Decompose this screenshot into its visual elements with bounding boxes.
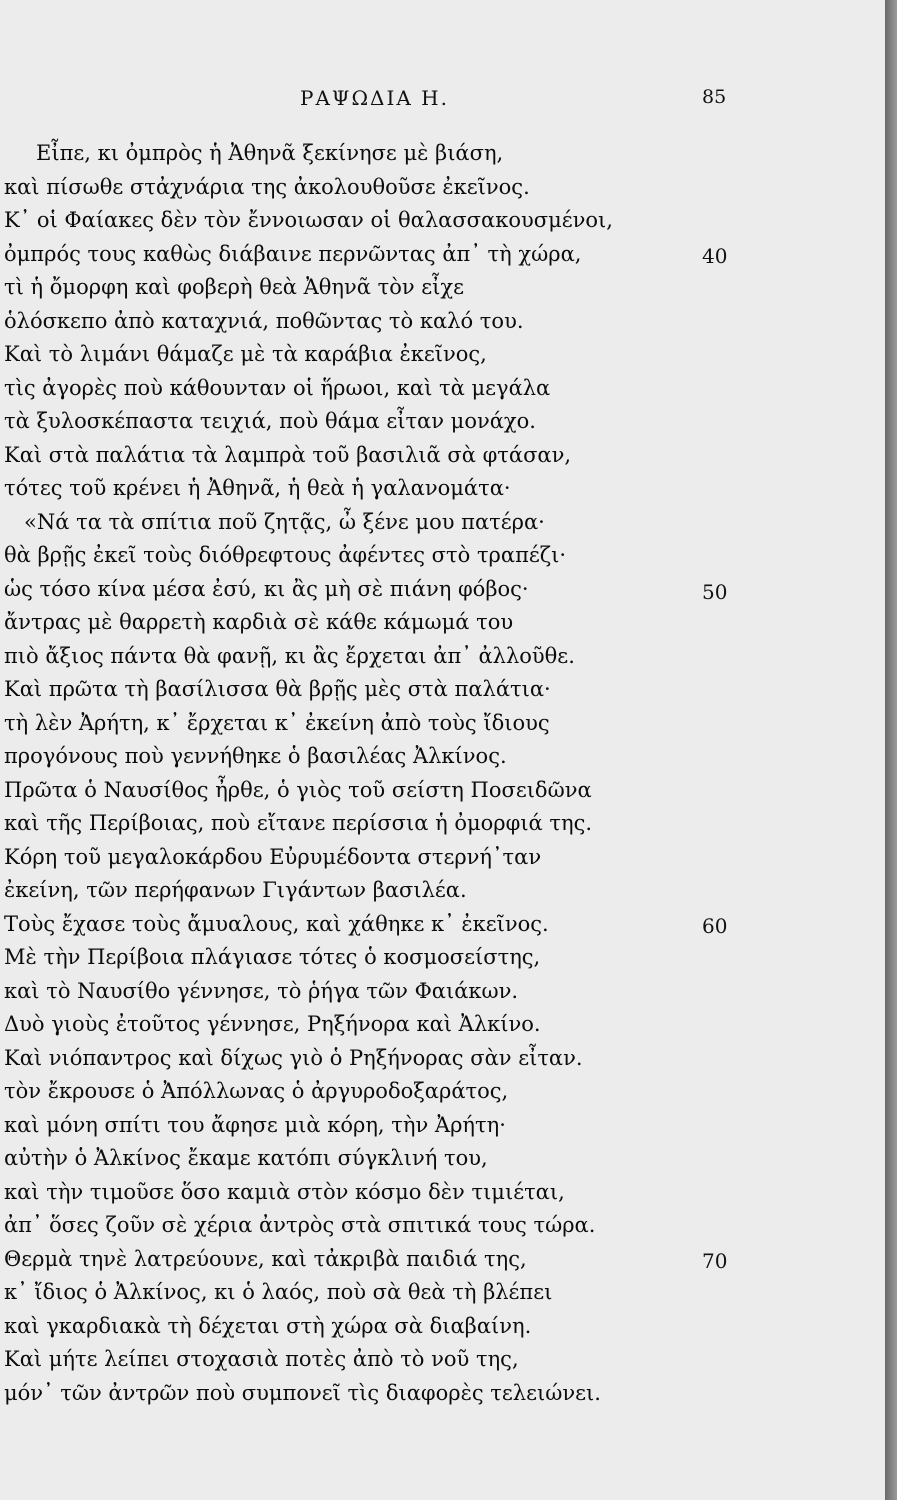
verse-line: Μὲ τὴν Περίβοια πλάγιασε τότες ὁ κοσμοσείστης,: [4, 945, 541, 969]
verse-line: ἄντρας μὲ θαρρετὴ καρδιὰ σὲ κάθε κάμωμά του: [4, 610, 514, 634]
verse-line: ἐκείνη, τῶν περήφανων Γιγάντων βασιλέα.: [4, 878, 467, 902]
verse-line: τὶς ἀγορὲς ποὺ κάθουνταν οἱ ἥρωοι, καὶ τὰ μεγάλα: [4, 375, 551, 400]
verse-line: Καὶ πρῶτα τὴ βασίλισσα θὰ βρῇς μὲς στὰ παλάτια·: [4, 677, 551, 701]
verse-line: Εἶπε, κι ὀμπρὸς ἡ Ἀθηνᾶ ξεκίνησε μὲ βιάση,: [36, 141, 504, 165]
verse-line: καὶ μόνη σπίτι του ἄφησε μιὰ κόρη, τὴν Ἀρήτη·: [4, 1112, 506, 1137]
verse-line: καὶ πίσωθε στἀχνάρια της ἀκολουθοῦσε ἐκεῖνος.: [4, 174, 530, 199]
verse-line: ὁλόσκεπο ἀπὸ καταχνιά, ποθῶντας τὸ καλό του.: [4, 308, 524, 333]
verse-line: ὀμπρός τους καθὼς διάβαινε περνῶντας ἀπ᾿ τὴ χώρα,: [4, 241, 582, 266]
line-number: 60: [702, 914, 728, 938]
verse-line: Καὶ μήτε λείπει στοχασιὰ ποτὲς ἀπὸ τὸ νοῦ της,: [4, 1347, 519, 1371]
verse-line: Κόρη τοῦ μεγαλοκάρδου Εὐρυμέδοντα στερνή᾿ταν: [4, 844, 542, 869]
verse-line: τὶ ἡ ὄμορφη καὶ φοβερὴ θεὰ Ἀθηνᾶ τὸν εἶχε: [4, 275, 465, 299]
verse-line: Καὶ νιόπαντρος καὶ δίχως γιὸ ὁ Ρηξήνορας σὰν εἶταν.: [4, 1045, 583, 1070]
verse-line: κ᾿ ἴδιος ὁ Ἀλκίνος, κι ὁ λαός, ποὺ σὰ θεὰ τὴ βλέπει: [4, 1280, 553, 1304]
page-edge: [885, 0, 897, 1500]
verse-line: πιὸ ἄξιος πάντα θὰ φανῇ, κι ἂς ἔρχεται ἀπ᾿ ἀλλοῦθε.: [4, 643, 575, 668]
verse-line: τότες τοῦ κρένει ἡ Ἀθηνᾶ, ἡ θεὰ ἡ γαλανομάτα·: [4, 476, 511, 500]
verse-line: Τοὺς ἔχασε τοὺς ἄμυαλους, καὶ χάθηκε κ᾿ ἐκεῖνος.: [4, 911, 549, 936]
verse-line: Καὶ τὸ λιμάνι θάμαζε μὲ τὰ καράβια ἐκεῖνος,: [4, 342, 487, 366]
verse-line: αὐτὴν ὁ Ἀλκίνος ἔκαμε κατόπι σύγκλινή του,: [4, 1146, 488, 1170]
verse-line: ἀπ᾿ ὅσες ζοῦν σὲ χέρια ἀντρὸς στὰ σπιτικά τους τώρα.: [4, 1213, 596, 1237]
verse-line: Θερμὰ τηνὲ λατρεύουνε, καὶ τἀκριβὰ παιδιά της,: [4, 1246, 527, 1271]
verse-line: τὸν ἔκρουσε ὁ Ἀπόλλωνας ὁ ἀργυροδοξαράτος,: [4, 1079, 509, 1103]
verse-line: μόν᾿ τῶν ἀντρῶν ποὺ συμπονεῖ τὶς διαφορὲς τελειώνει.: [4, 1380, 601, 1405]
verse-line: Δυὸ γιοὺς ἐτοῦτος γέννησε, Ρηξήνορα καὶ Ἀλκίνο.: [4, 1012, 541, 1036]
page-number: 85: [702, 86, 727, 108]
line-number: 40: [702, 244, 728, 268]
verse-line: προγόνους ποὺ γεννήθηκε ὁ βασιλέας Ἀλκίνος.: [4, 744, 507, 768]
verse-line: ὡς τόσο κίνα μέσα ἐσύ, κι ἂς μὴ σὲ πιάνη φόβος·: [4, 576, 529, 601]
verse-line: Πρῶτα ὁ Ναυσίθος ἦρθε, ὁ γιὸς τοῦ σείστη Ποσειδῶνα: [4, 777, 592, 802]
verse-line: καὶ τῆς Περίβοιας, ποὺ εἴτανε περίσσια ἡ ὀμορφιά της.: [4, 811, 593, 835]
line-number: 70: [702, 1249, 728, 1273]
verse-line: Κ᾿ οἱ Φαίακες δὲν τὸν ἔννοιωσαν οἱ θαλασσακουσμένοι,: [4, 208, 613, 232]
verse-line: τὴ λὲν Ἀρήτη, κ᾿ ἔρχεται κ᾿ ἐκείνη ἀπὸ τοὺς ἴδιους: [4, 710, 550, 735]
verse-line: «Νά τα τὰ σπίτια ποῦ ζητᾷς, ὦ ξένε μου πατέρα·: [24, 509, 545, 534]
verse-line: θὰ βρῇς ἐκεῖ τοὺς διόθρεφτους ἀφέντες στὸ τραπέζι·: [4, 543, 567, 567]
verse-line: καὶ τὴν τιμοῦσε ὅσο καμιὰ στὸν κόσμο δὲν τιμιέται,: [4, 1179, 565, 1204]
verse-line: τὰ ξυλοσκέπαστα τειχιά, ποὺ θάμα εἶταν μονάχο.: [4, 409, 536, 433]
line-number: 50: [702, 580, 728, 604]
verse-line: καὶ γκαρδιακὰ τὴ δέχεται στὴ χώρα σὰ διαβαίνη.: [4, 1313, 532, 1338]
running-header: ΡΑΨΩΔΙΑ Η.: [300, 86, 449, 110]
verse-line: καὶ τὸ Ναυσίθο γέννησε, τὸ ῥήγα τῶν Φαιάκων.: [4, 978, 519, 1003]
verse-line: Καὶ στὰ παλάτια τὰ λαμπρὰ τοῦ βασιλιᾶ σὰ φτάσαν,: [4, 442, 572, 467]
